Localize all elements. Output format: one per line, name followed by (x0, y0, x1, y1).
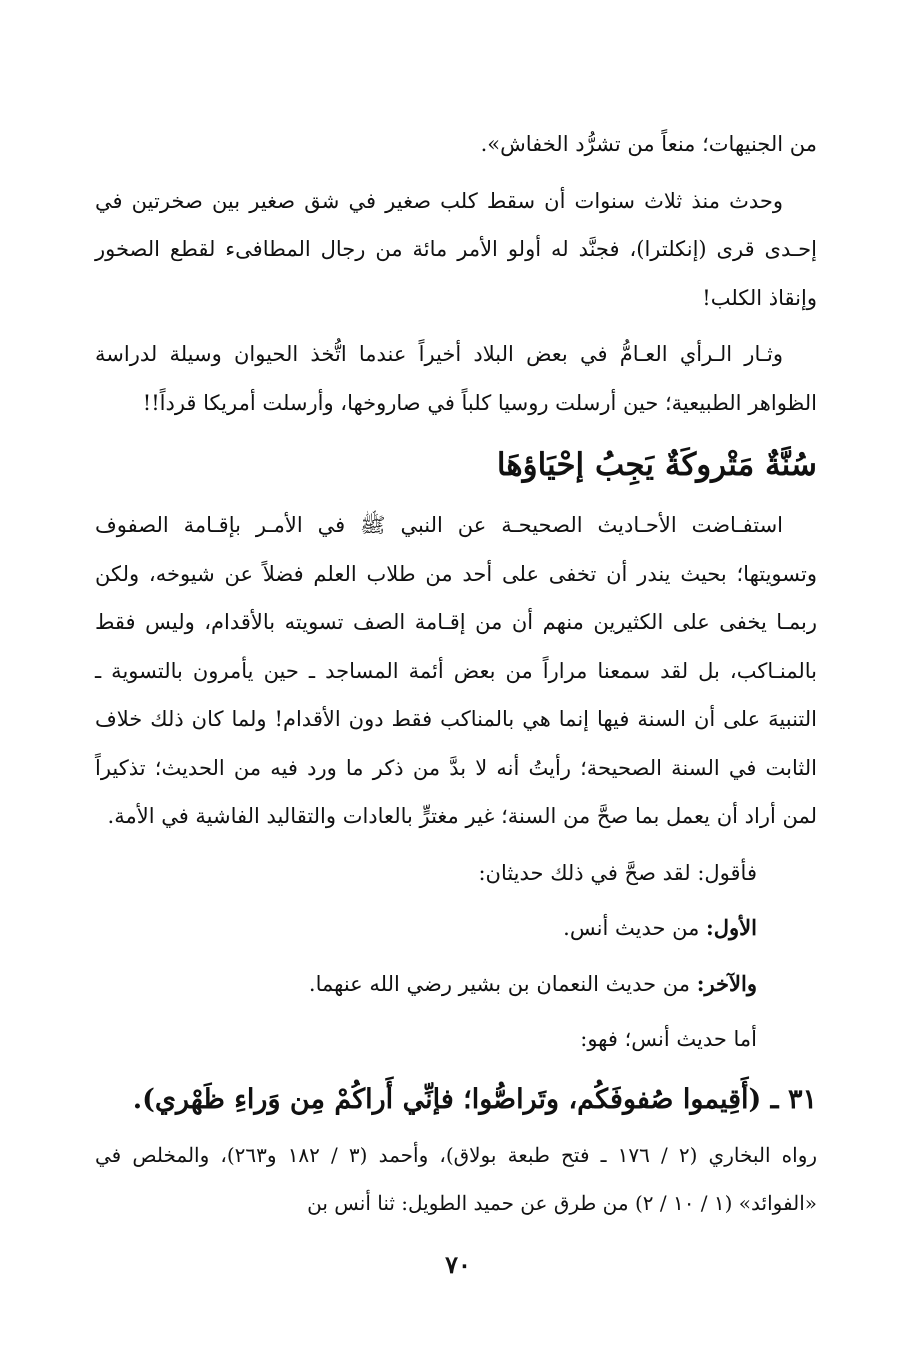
paragraph-anas-intro: أما حديث أنس؛ فهو: (580, 1027, 757, 1051)
second-text: من حديث النعمان بن بشير رضي الله عنهما. (308, 971, 697, 996)
paragraph-public-opinion: وثـار الـرأي العـامُّ في بعض البلاد أخيراً عندما اتُّخذ الحيوان وسيلة لدراسة الظواهر الطبيعية؛ حين أرسلت روسيا كلباً في صاروخها، وأرسلت أمريكا قرداً!! (95, 342, 817, 415)
paragraph-dog-rescue: وحدث منذ ثلاث سنوات أن سقط كلب صغير في شق صغير بين صخرتين في إحـدى قرى (إنكلترا)، فجنَّد له أولو الأمر مائة من رجال المطافىء لقطع الصخور وإنقاذ الكلب! (95, 188, 817, 310)
section-heading: سُنَّةٌ مَتْروكَةٌ يَجِبُ إحْيَاؤهَا (496, 447, 817, 483)
page-body (95, 120, 817, 1228)
hadith-reference: رواه البخاري (٢ / ١٧٦ ـ فتح طبعة بولاق)، وأحمد (٣ / ١٨٢ و٢٦٣)، والمخلص في «الفوائد» (١ / ١٠ / ٢) من طرق عن حميد الطويل: ثنا أنس بن (95, 1142, 818, 1215)
paragraph-rows-alignment: استفـاضت الأحـاديث الصحيحـة عن النبي ﷺ في الأمـر بإقـامة الصفوف وتسويتها؛ بحيث يندر أن تخفى على أحد من طلاب العلم فضلاً عن شيوخه، ولكن ربمـا يخفى على الكثيرين منهم أن من إقـامة الصف تسويته بالأقدام، وليس فقط بالمنـاكب، بل لقد سمعنا مراراً من بعض أئمة المساجد ـ حين يأمرون بالتسوية ـ التنبيهَ على أن السنة فيها إنما هي بالمناكب فقط دون الأقدام! ولما كان ذلك خلاف الثابت في السنة الصحيحة؛ رأيتُ أنه لا بدَّ من ذكر ما ورد فيه من الحديث؛ تذكيراً لمن أراد أن يعمل بما صحَّ من السنة؛ غير مغترٍّ بالعادات والتقاليد الفاشية في الأمة. (95, 513, 817, 828)
page-number: ٧٠ (445, 1250, 471, 1279)
first-text: من حديث أنس. (563, 916, 707, 940)
paragraph-continuation: من الجنيهات؛ منعاً من تشرُّد الخفاش». (480, 132, 817, 156)
hadith-text: ٣١ ـ (أَقِيموا صُفوفَكُم، وتَراصُّوا؛ فإنِّي أَراكُمْ مِن وَراءِ ظَهْري). (132, 1083, 817, 1115)
paragraph-first-hadith (95, 904, 817, 953)
first-label: الأول: (706, 915, 757, 940)
paragraph-two-hadiths: فأقول: لقد صحَّ في ذلك حديثان: (478, 860, 757, 885)
paragraph-second-hadith (95, 960, 817, 1009)
second-label: والآخر: (696, 970, 757, 996)
